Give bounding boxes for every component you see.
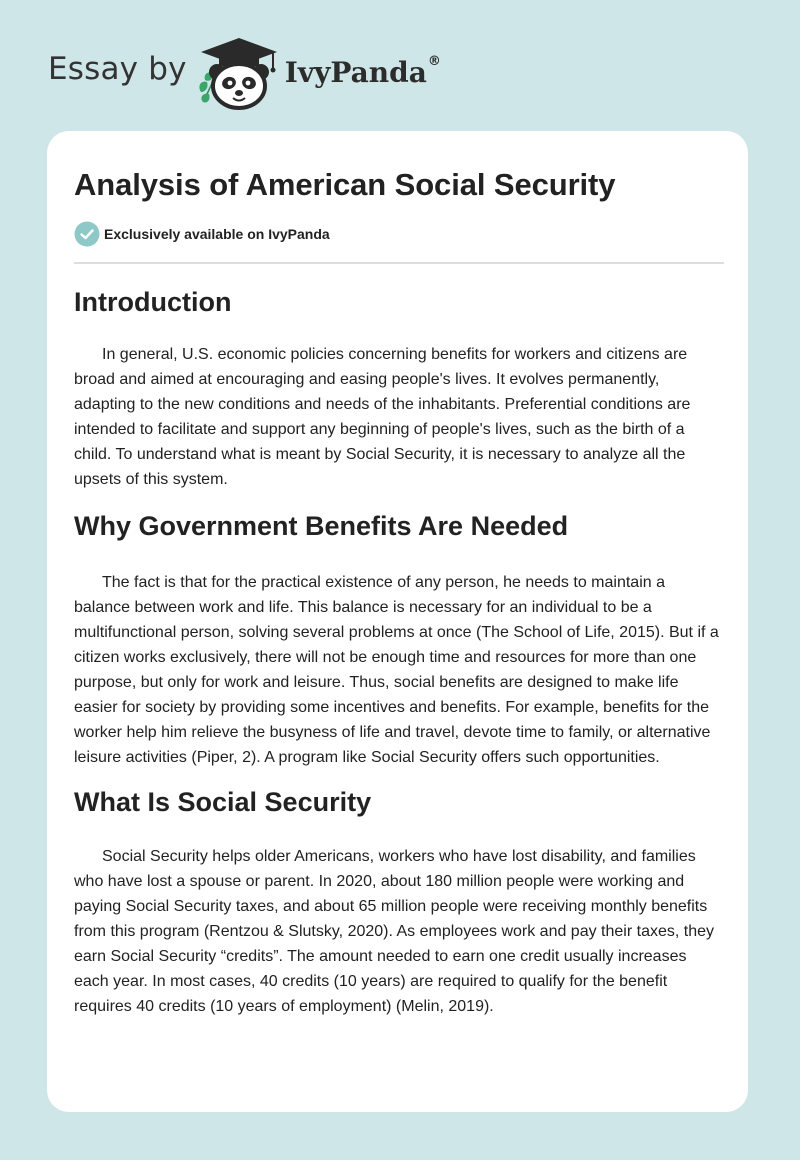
exclusive-badge [74,221,724,247]
section-heading-introduction: Introduction [74,287,232,317]
brand-prefix: Essay by [48,51,187,87]
section-paragraph-what-is-social-security: Social Security helps older Americans, workers who have lost disability, and families who have lost a spouse or parent. In 2020, about 180 million people were working and paying Social Security taxes, and about 65 million people were receiving monthly benefits from this program (Rentzou & Slutsky, 2020). As employees work and pay their taxes, they earn Social Security “credits”. The amount needed to earn one credit usually increases each year. In most cases, 40 credits (10 years) are required to qualify for the benefit requires 40 credits (10 years of employment) (Melin, 2019). [74,848,714,1015]
section-heading-why-benefits: Why Government Benefits Are Needed [74,511,569,541]
exclusive-badge-text: Exclusively available on IvyPanda [104,226,330,242]
page-title: Analysis of American Social Security [74,167,616,202]
essay-content [74,165,724,1019]
registered-mark: ® [427,53,441,69]
check-circle-icon [74,221,100,247]
title-divider [74,262,724,264]
section-paragraph-why-benefits: The fact is that for the practical existence of any person, he needs to maintain a balance between work and life. This balance is necessary for an individual to be a multifunctional person, solving several problems at once (The School of Life, 2015). But if a citizen works exclusively, there will not be enough time and resources for more than one purpose, but only for work and leisure. Thus, social benefits are designed to make life easier for society by providing some incentives and benefits. For example, benefits for the worker help him relieve the busyness of life and travel, devote time to family, or alternative leisure activities (Piper, 2). A program like Social Security offers such opportunities. [74,574,719,766]
panda-graduate-icon [193,36,285,110]
section-heading-what-is-social-security: What Is Social Security [74,787,372,817]
brand-header [48,36,441,110]
section-paragraph-introduction: In general, U.S. economic policies concerning benefits for workers and citizens are broad and aimed at encouraging and easing people's lives. It evolves permanently, adapting to the new conditions and needs of the inhabitants. Preferential conditions are intended to facilitate and support any beginning of people's lives, such as the birth of a child. To understand what is meant by Social Security, it is necessary to analyze all the upsets of this system. [74,346,691,488]
essay-card [47,131,748,1112]
brand-name: IvyPanda® [284,53,441,89]
